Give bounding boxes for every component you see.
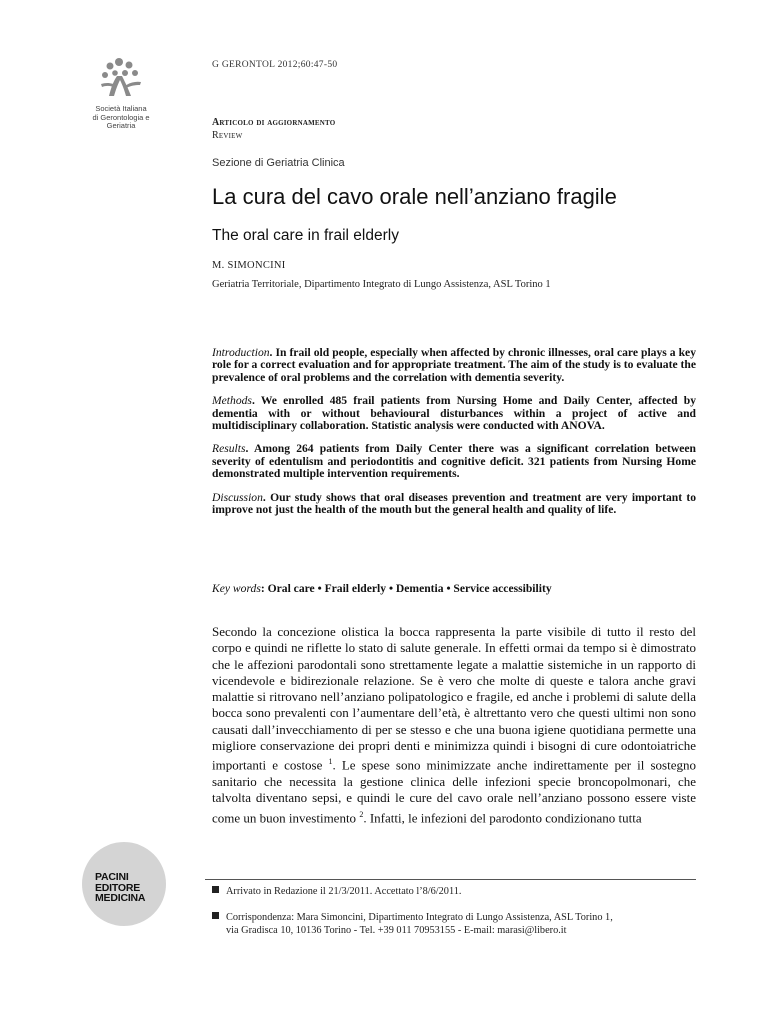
abstract-methods: Methods. We enrolled 485 frail patients from Nursing Home and Daily Center, affected by dementia with or without behavioural disturbances within a project of active and multidisciplinary collaboration. Statistic analysis were conducted with ANOVA. [212,394,696,433]
square-bullet-icon [212,886,219,893]
footnote-divider [205,879,696,880]
article-type [212,116,335,142]
abstract-results: Results. Among 264 patients from Daily Center there was a significant correlation between severity of edentulism and periodontitis and cognitive deficit. 321 patients from Nursing Home demonstrated multiple intervention requirements. [212,442,696,481]
abstract-discussion: Discussion. Our study shows that oral diseases prevention and treatment are very important to improve not just the health of the mouth but the general health and quality of life. [212,490,696,517]
footnote-correspondence: Corrispondenza: Mara Simoncini, Dipartimento Integrato di Lungo Assistenza, ASL Torino 1, via Gradisca 10, 10136 Torino - Tel. +39 011 70953155 - E-mail: marasi@libero.it [212,911,702,937]
square-bullet-icon [212,912,219,919]
abstract [212,347,696,527]
abstract-introduction: Introduction. In frail old people, especially when affected by chronic illnesses, oral care plays a key role for a correct evaluation and for appropriate treatment. The aim of the study is to evaluate the prevalence of oral problems and the correlation with dementia severity. [212,346,696,384]
society-tree-logo-icon [95,56,147,100]
footnote-received: Arrivato in Redazione il 21/3/2011. Accettato l’8/6/2011. [212,885,702,898]
article-type-italian: Articolo di aggiornamento [212,117,336,128]
keywords: Key words: Oral care • Frail elderly • Dementia • Service accessibility [212,582,552,595]
article-type-english: Review [212,130,243,141]
article-subtitle: The oral care in frail elderly [212,227,399,244]
section-label: Sezione di Geriatria Clinica [212,157,345,169]
society-logo [82,56,160,131]
author-name: M. SIMONCINI [212,260,286,271]
journal-citation: G GERONTOL 2012;60:47-50 [212,60,338,70]
society-name: Società Italiana di Gerontologia e Geriatria [92,104,150,131]
publisher-logo: PACINI EDITORE MEDICINA [82,842,166,926]
body-text: Secondo la concezione olistica la bocca rappresenta la parte visibile di tutto il resto del corpo e quindi ne riflette lo stato di salute generale. In effetti ormai da tempo si è dimostrato che le affezioni parodontali sono strettamente legate a malattie sistemiche in un rapporto di vicendevole e bidirezionale relazione. Se è vero che molte di queste e talora anche gravi malattie si ritrovano nell’anziano polipatologico e fragile, ed anche i problemi di salute della bocca sono prevalenti con l’aumentare dell’età, è altrettanto vero che questi ultimi non sono causati dall’invecchiamento di per se stesso e che una buona igiene quotidiana permette una migliore conservazione dei propri denti e minimizza quindi i bisogni di cure odontoiatriche importanti e costose $^1$. Le spese sono minimizzate anche indirettamente per il sostegno sanitario che necessita la gestione clinica delle infezioni specie broncopolmonari, che talvolta diventano sepsi, e quindi le cure del cavo orale nell’anziano possono essere viste come un buon investimento $^2$. Infatti, le infezioni del parodonto condizionano tutta [212,624,696,825]
author-affiliation: Geriatria Territoriale, Dipartimento Integrato di Lungo Assistenza, ASL Torino 1 [212,279,551,290]
reference-2: 2 [359,809,364,819]
reference-1: 1 [328,757,333,767]
article-title: La cura del cavo orale nell’anziano fragile [212,184,617,209]
